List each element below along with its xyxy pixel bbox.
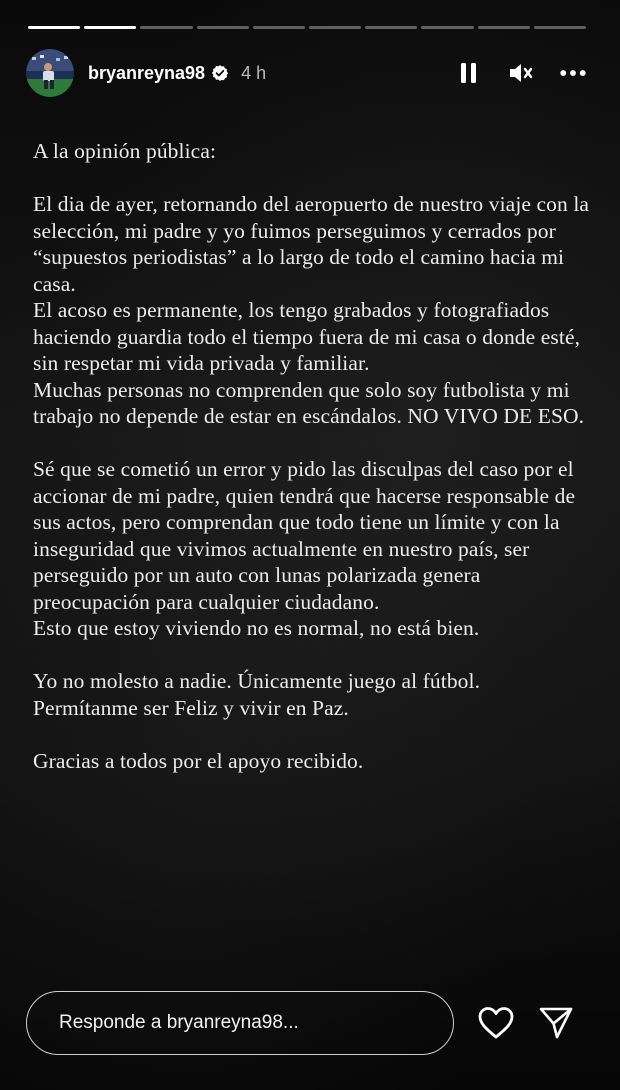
paragraph-6: Yo no molesto a nadie. Únicamente juego al fútbol. [33,669,481,693]
progress-segment [140,26,192,29]
progress-segment [197,26,249,29]
progress-segment [365,26,417,29]
username[interactable]: bryanreyna98 [88,62,206,83]
paragraph-8: Gracias a todos por el apoyo recibido. [33,748,364,773]
progress-segment [84,26,136,29]
salutation: A la opinión pública: [33,139,217,163]
progress-segment [534,26,586,29]
progress-segment [309,26,361,29]
progress-segment [253,26,305,29]
story-header [26,48,586,98]
story-progress-bar [28,26,586,29]
paragraph-2: El acoso es permanente, los tengo grabados y fotografiados haciendo guardia todo el tiempo fuera de mi casa o donde esté, sin respetar mi vida privada y familiar. [33,298,581,375]
paragraph-1: El dia de ayer, retornando del aeropuerto de nuestro viaje con la selección, mi padre y yo fuimos perseguimos y cerrados por “supuestos periodistas” a lo largo de todo el camino hacia mi casa. [33,192,590,296]
paragraph-4: Sé que se cometió un error y pido las disculpas del caso por el accionar de mi padre, quien tendrá que hacerse responsable de sus actos, pero comprendan que todo tiene un límite y con la inseguridad que vivimos actualmente en nuestro país, ser perseguido por un auto con lunas polarizada genera preocupación para cualquier ciudadano. [33,457,576,614]
more-icon[interactable] [560,60,586,86]
send-icon[interactable] [536,1003,576,1043]
pause-icon[interactable] [456,60,482,86]
progress-segment [478,26,530,29]
header-actions [456,60,586,86]
mute-icon[interactable] [508,60,534,86]
heart-icon[interactable] [476,1003,516,1043]
paragraph-7: Permítanme ser Feliz y vivir en Paz. [33,695,349,720]
avatar[interactable] [26,49,74,97]
reply-input[interactable] [26,991,454,1055]
story-footer [26,990,596,1056]
post-time: 4 h [241,62,267,83]
paragraph-5: Esto que estoy viviendo no es normal, no está bien. [33,616,480,640]
progress-segment [421,26,473,29]
story-text [33,138,593,774]
progress-segment [28,26,80,29]
verified-badge-icon [211,64,229,82]
paragraph-3: Muchas personas no comprenden que solo soy futbolista y mi trabajo no depende de estar en escándalos. NO VIVO DE ESO. [33,377,585,428]
